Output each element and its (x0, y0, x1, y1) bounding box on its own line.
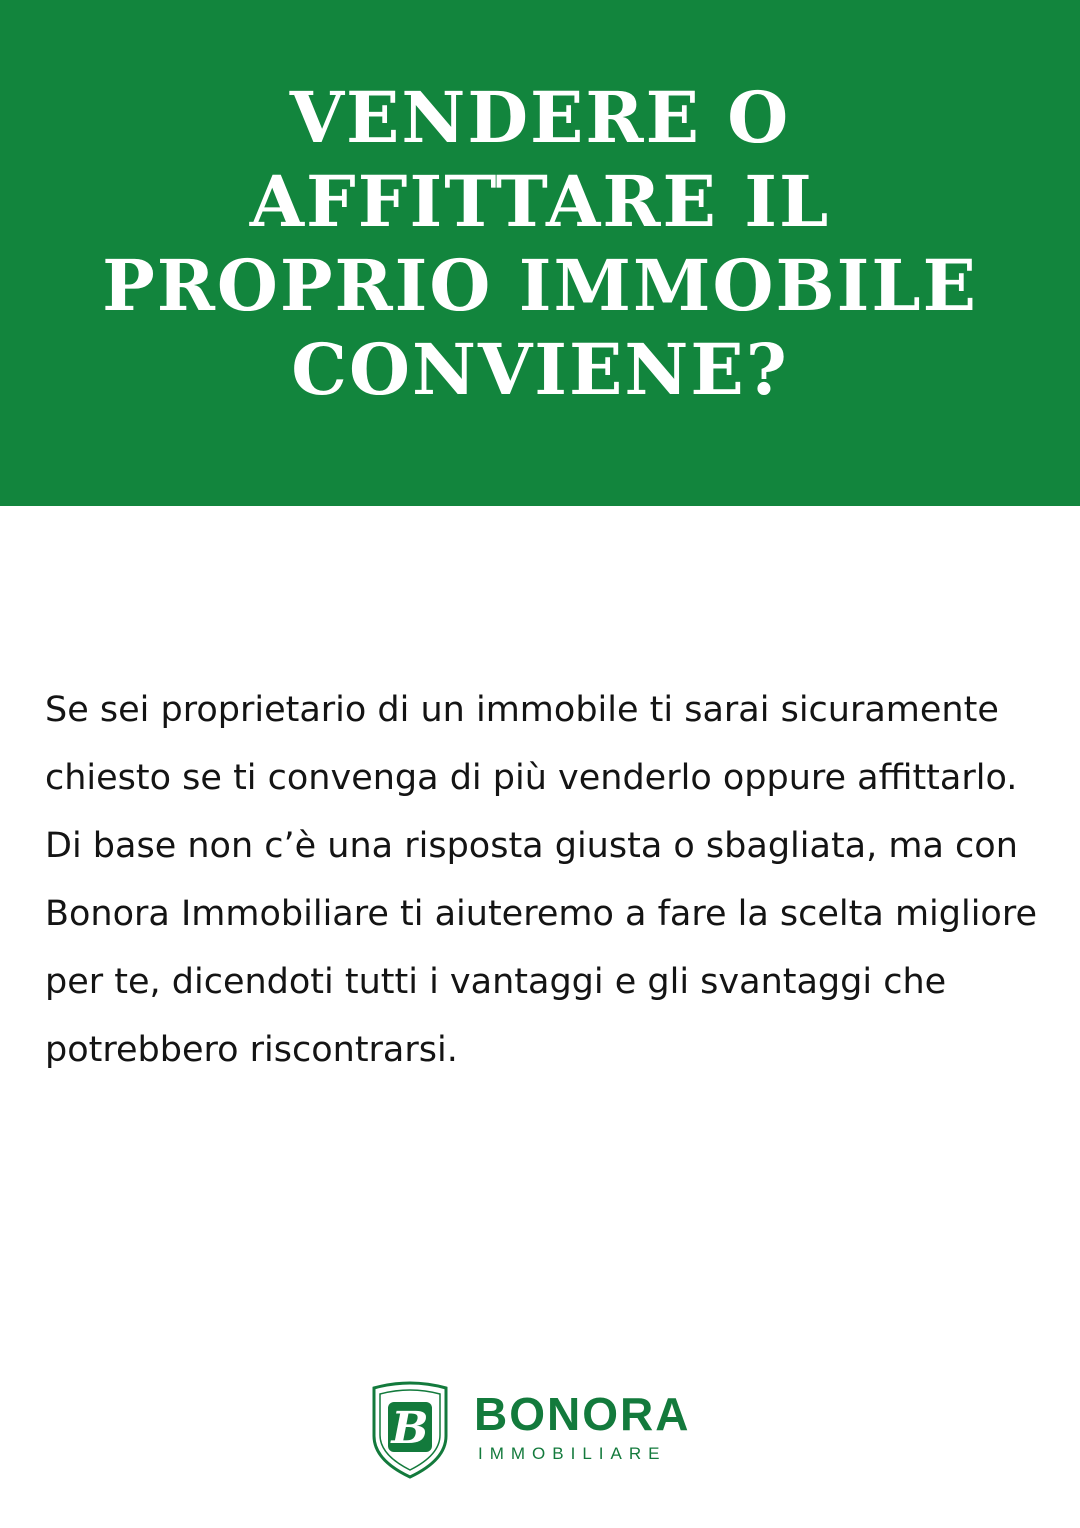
title-line: AFFITTARE IL (249, 160, 831, 243)
paragraph-line: potrebbero riscontrarsi. (45, 1030, 458, 1070)
title-line: PROPRIO IMMOBILE (102, 244, 978, 327)
logo-monogram: B (391, 1403, 429, 1454)
paragraph-line: chiesto se ti convenga di più venderlo oppure affittarlo. (45, 758, 1018, 798)
shield-monogram-icon (368, 1380, 452, 1480)
paragraph-line: Bonora Immobiliare ti aiuteremo a fare la scelta migliore (45, 894, 1037, 934)
paragraph-line: per te, dicendoti tutti i vantaggi e gli svantaggi che (45, 962, 947, 1002)
paragraph-line: Di base non c’è una risposta giusta o sbagliata, ma con (45, 826, 1018, 866)
bonora-logo (368, 1380, 728, 1480)
paragraph-line: Se sei proprietario di un immobile ti sarai sicuramente (45, 690, 999, 730)
logo-name: BONORA (474, 1388, 691, 1440)
logo-subtitle: IMMOBILIARE (478, 1444, 667, 1463)
title-line: VENDERE O (289, 76, 791, 159)
header-banner (0, 0, 1080, 506)
intro-paragraph (45, 676, 1055, 1084)
title-line: CONVIENE? (291, 328, 789, 411)
page-title (60, 76, 1020, 412)
